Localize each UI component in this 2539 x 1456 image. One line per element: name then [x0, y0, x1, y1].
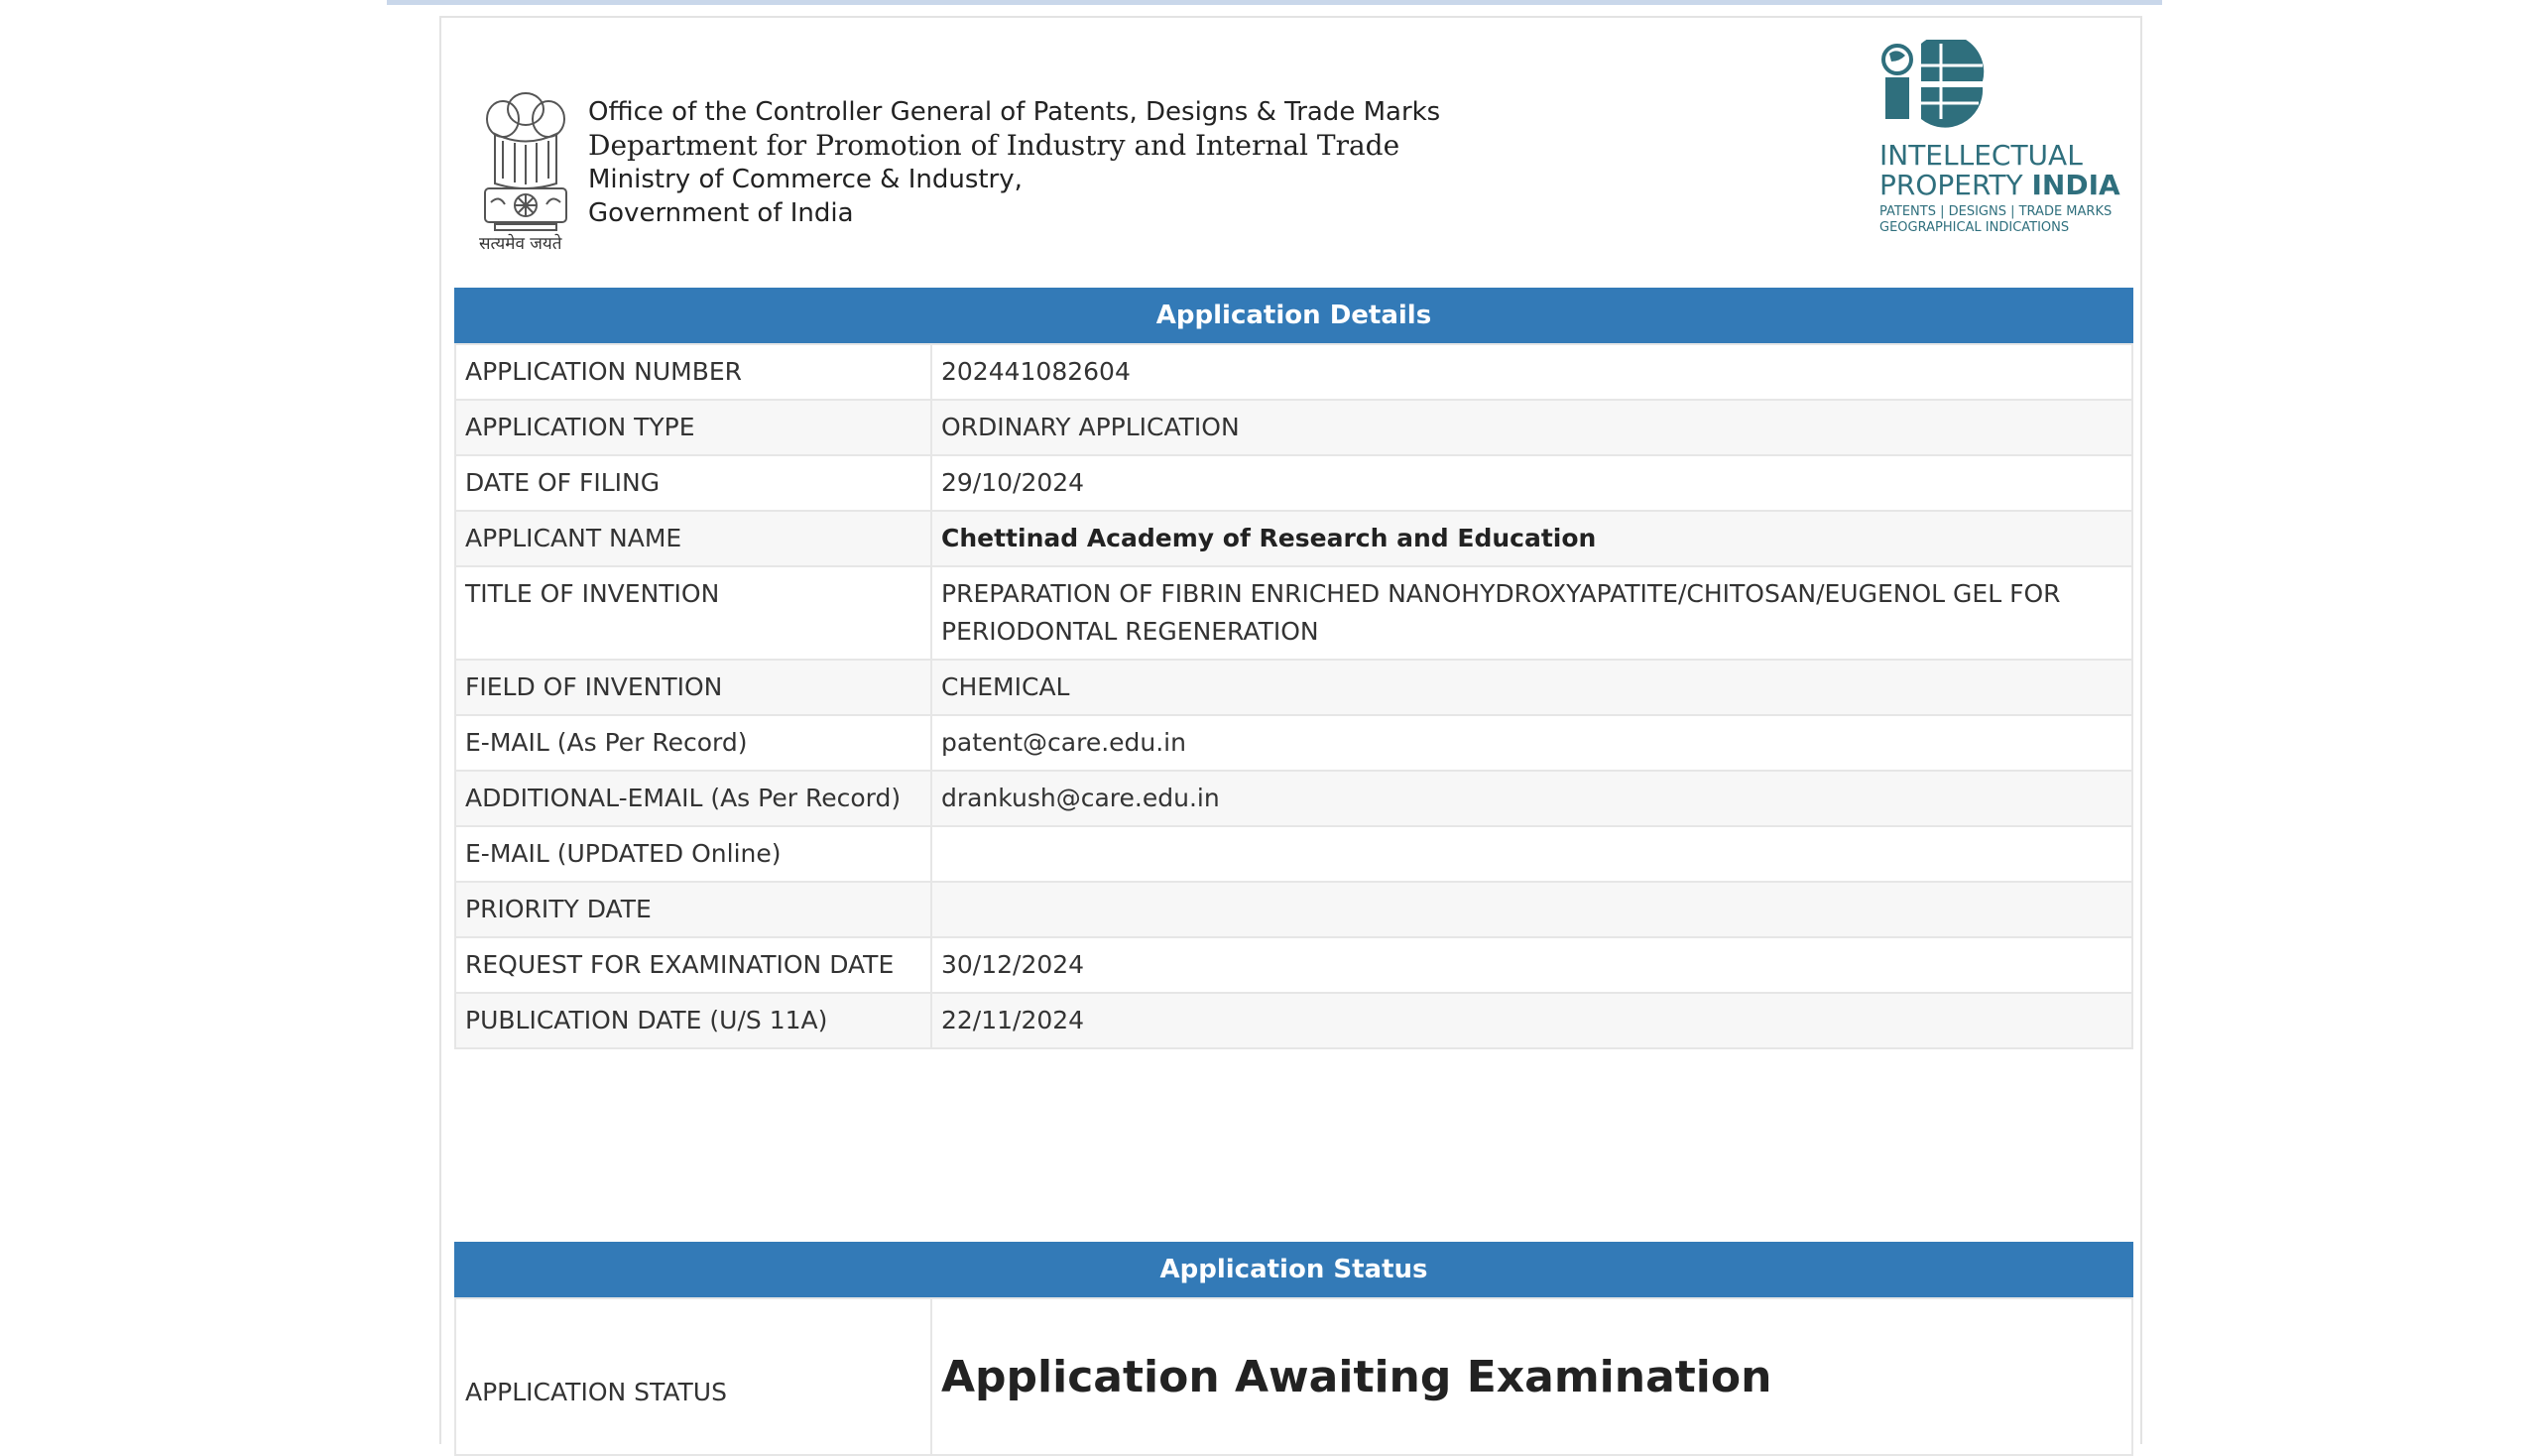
ip-india-logo-line-1: INTELLECTUAL — [1879, 139, 2083, 172]
detail-label: TITLE OF INVENTION — [455, 566, 931, 660]
detail-label: APPLICATION TYPE — [455, 400, 931, 455]
page-header — [441, 18, 2140, 286]
detail-value: 22/11/2024 — [931, 993, 2132, 1048]
detail-value: PREPARATION OF FIBRIN ENRICHED NANOHYDROXYAPATITE/CHITOSAN/EUGENOL GEL FOR PERIODONTAL REGENERATION — [931, 566, 2132, 660]
detail-value: ORDINARY APPLICATION — [931, 400, 2132, 455]
application-status-label: APPLICATION STATUS — [455, 1298, 931, 1455]
top-accent-bar — [387, 0, 2162, 5]
table-row — [455, 455, 2132, 511]
ip-india-logo-property: PROPERTY — [1879, 169, 2032, 201]
application-details-table — [454, 343, 2133, 1049]
detail-value: 202441082604 — [931, 344, 2132, 400]
detail-value — [931, 826, 2132, 882]
office-line-3: Ministry of Commerce & Industry, — [588, 165, 1023, 194]
office-line-2: Department for Promotion of Industry and Internal Trade — [588, 129, 1400, 162]
table-row — [455, 993, 2132, 1048]
ip-india-logo-icon — [1879, 40, 1989, 129]
table-row — [455, 511, 2132, 566]
emblem-caption: सत्यमेव जयते — [479, 234, 562, 254]
table-row — [455, 715, 2132, 771]
application-panel — [439, 16, 2142, 1444]
detail-label: FIELD OF INVENTION — [455, 660, 931, 715]
table-row — [455, 344, 2132, 400]
ip-india-logo-line-3: PATENTS | DESIGNS | TRADE MARKS — [1879, 204, 2113, 219]
table-row — [455, 937, 2132, 993]
detail-value: 29/10/2024 — [931, 455, 2132, 511]
detail-label: DATE OF FILING — [455, 455, 931, 511]
detail-value: patent@care.edu.in — [931, 715, 2132, 771]
detail-value: 30/12/2024 — [931, 937, 2132, 993]
detail-value: CHEMICAL — [931, 660, 2132, 715]
detail-label: APPLICANT NAME — [455, 511, 931, 566]
application-status-table — [454, 1297, 2133, 1456]
detail-label: E-MAIL (UPDATED Online) — [455, 826, 931, 882]
office-title-block — [588, 95, 1440, 230]
table-row — [455, 1298, 2132, 1455]
table-row — [455, 826, 2132, 882]
detail-value: drankush@care.edu.in — [931, 771, 2132, 826]
application-details-heading: Application Details — [454, 288, 2133, 343]
detail-label: REQUEST FOR EXAMINATION DATE — [455, 937, 931, 993]
detail-label: E-MAIL (As Per Record) — [455, 715, 931, 771]
table-row — [455, 400, 2132, 455]
ip-india-logo-india: INDIA — [2031, 169, 2120, 201]
table-row — [455, 660, 2132, 715]
ip-india-logo — [1879, 40, 2127, 248]
table-row — [455, 882, 2132, 937]
detail-value — [931, 882, 2132, 937]
application-status-value: Application Awaiting Examination — [931, 1298, 2132, 1455]
detail-label: ADDITIONAL-EMAIL (As Per Record) — [455, 771, 931, 826]
application-status-heading: Application Status — [454, 1242, 2133, 1297]
detail-label: PRIORITY DATE — [455, 882, 931, 937]
table-row — [455, 566, 2132, 660]
table-row — [455, 771, 2132, 826]
detail-label: APPLICATION NUMBER — [455, 344, 931, 400]
office-line-4: Government of India — [588, 198, 854, 228]
detail-label: PUBLICATION DATE (U/S 11A) — [455, 993, 931, 1048]
ip-india-logo-line-2 — [1879, 169, 2120, 201]
ip-india-logo-line-4: GEOGRAPHICAL INDICATIONS — [1879, 220, 2070, 235]
detail-value: Chettinad Academy of Research and Education — [931, 511, 2132, 566]
office-line-1: Office of the Controller General of Patents, Designs & Trade Marks — [588, 97, 1441, 127]
